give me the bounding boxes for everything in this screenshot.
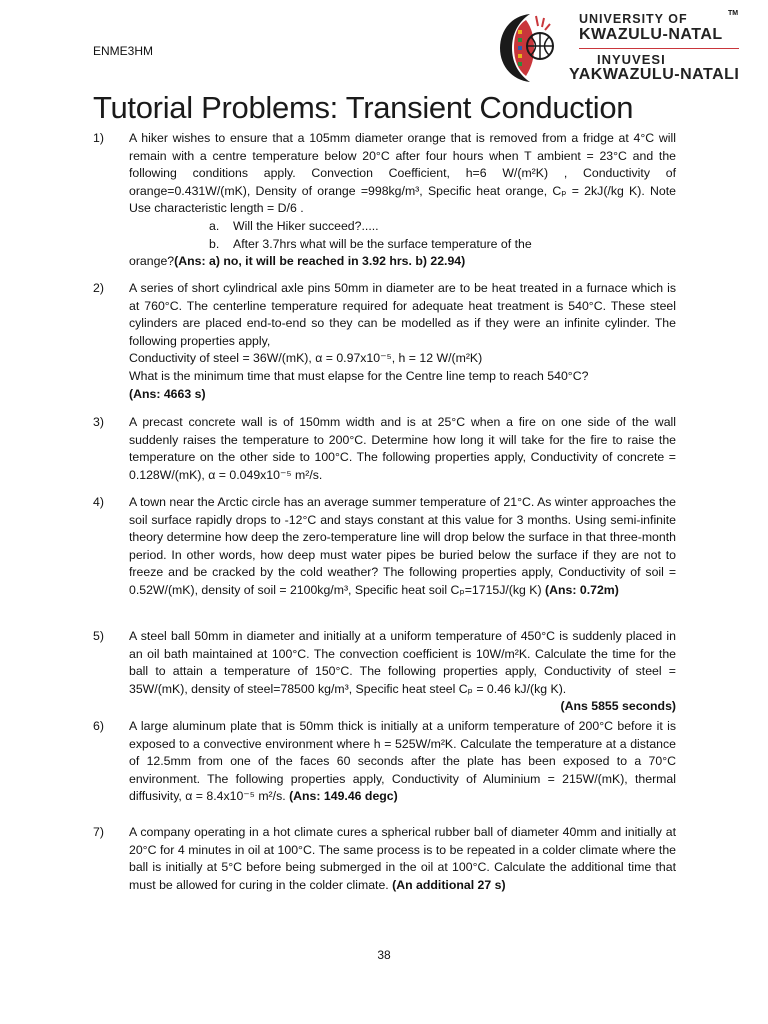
answer: (An additional 27 s) xyxy=(392,877,506,892)
ukzn-emblem-icon xyxy=(496,10,560,86)
answer: (Ans 5855 seconds) xyxy=(560,699,676,714)
problem-tail: orange?(Ans: a) no, it will be reached in 3.92 hrs. b) 22.94) xyxy=(129,254,466,269)
problem-number: 7) xyxy=(93,825,104,839)
logo-line-3: INYUVESI xyxy=(597,52,666,67)
answer: (Ans: 149.46 degc) xyxy=(289,789,398,804)
problem-number: 4) xyxy=(93,495,104,509)
problem-5 xyxy=(93,628,676,716)
university-logo xyxy=(496,8,756,88)
problem-number: 3) xyxy=(93,415,104,429)
problem-text: A series of short cylindrical axle pins 50mm in diameter are to be heat treated in a furnace which is at 760°C. The centerline temperature required for adequate heat treatment is 540°C. These steel cylinders are placed end-to-end so they can be modelled as if they were an infinite cylinder. The following properties apply, xyxy=(129,281,676,348)
logo-trademark: TM xyxy=(728,10,739,17)
answer: (Ans: 0.72m) xyxy=(545,582,619,597)
logo-line-4: YAKWAZULU-NATALI xyxy=(569,66,740,83)
problem-4 xyxy=(93,494,676,600)
problem-number: 6) xyxy=(93,719,104,733)
answer: (Ans: a) no, it will be reached in 3.92 hrs. b) 22.94) xyxy=(174,254,466,269)
problem-1 xyxy=(93,130,676,271)
page-number: 38 xyxy=(377,948,391,962)
page-title: Tutorial Problems: Transient Conduction xyxy=(93,90,634,125)
problem-6 xyxy=(93,718,676,806)
problem-number: 1) xyxy=(93,131,104,145)
sub-question-b: b. After 3.7hrs what will be the surface temperature of the xyxy=(209,236,532,251)
problem-7 xyxy=(93,824,676,894)
logo-line-2: KWAZULU-NATAL xyxy=(579,26,723,43)
problem-text: A precast concrete wall is of 150mm width and is at 25°C when a fire on one side of the wall suddenly raises the temperature to 200°C. Determine how long it will take for the fire to raise the temperature on the other side to 100°C. The following properties apply, Conductivity of concrete = 0.128W/(mK), α = 0.049x10⁻⁵ m²/s. xyxy=(129,415,676,482)
problem-text: A hiker wishes to ensure that a 105mm diameter orange that is removed from a fridge at 4°C will remain with a centre temperature below 20°C after four hours when T ambient = 23°C and the following conditions apply. Convection Coefficient, h=6 W/(m²K) , Conductivity of orange=0.431W/(mK), Density of orange =998kg/m³, Specific heat orange, Cₚ = 2kJ(/kg K). Note Use characteristic length = D/6 . xyxy=(129,131,676,216)
problem-number: 2) xyxy=(93,281,104,295)
problem-text: A large aluminum plate that is 50mm thick is initially at a uniform temperature of 200°C before it is exposed to a convective environment where h = 525W/m²K. Calculate the temperature at a distance of 12.5mm from one of the faces 60 seconds after the plate has been exposed to a 70°C environment. The following properties apply, Conductivity of Aluminium = 215W/(mK), thermal diffusivity, α = 8.4x10⁻⁵ m²/s. (Ans: 149.46 degc) xyxy=(129,719,676,804)
problem-text: A town near the Arctic circle has an average summer temperature of 21°C. As winter approaches the soil surface rapidly drops to -12°C and stays constant at this value for 3 months. Using semi-infinite theory determine how deep the zero-temperature line will drop below the surface in that three-month period. In other words, how deep must water pipes be buried below the surface if they are not to freeze and be cracked by the cold weather? The following properties apply, Conductivity of soil = 0.52W/(mK), density of soil = 2100kg/m³, Specific heat soil Cₚ=1715J/(kg K) (Ans: 0.72m) xyxy=(129,495,676,597)
sub-question-a: a. Will the Hiker succeed?..... xyxy=(209,218,379,233)
problem-3 xyxy=(93,414,676,484)
problem-2 xyxy=(93,280,676,403)
course-code: ENME3HM xyxy=(93,44,154,58)
problem-text: A company operating in a hot climate cures a spherical rubber ball of diameter 40mm and initially at 20°C for 4 minutes in oil at 100°C. The same process is to be repeated in a colder climate where the ball is initially at 5°C before being submerged in the oil at 100°C. Calculate the additional time that must be allowed for curing in the colder climate. (An additional 27 s) xyxy=(129,825,676,892)
logo-line-1: UNIVERSITY OF xyxy=(579,12,688,26)
problem-text: A steel ball 50mm in diameter and initially at a uniform temperature of 450°C is suddenly placed in an oil bath maintained at 100°C. The convection coefficient is 10W/m²K. Calculate the time for the ball to attain a temperature of 150°C. The following properties apply, Conductivity of steel = 35W/(mK), density of steel=78500 kg/m³, Specific heat steel Cₚ = 0.46 kJ/(kg K). xyxy=(129,629,676,696)
logo-divider xyxy=(579,48,739,49)
problem-properties: Conductivity of steel = 36W/(mK), α = 0.97x10⁻⁵, h = 12 W/(m²K) xyxy=(129,351,483,366)
problem-question: What is the minimum time that must elapse for the Centre line temp to reach 540°C? xyxy=(129,368,589,383)
answer: (Ans: 4663 s) xyxy=(129,386,206,401)
problem-number: 5) xyxy=(93,629,104,643)
